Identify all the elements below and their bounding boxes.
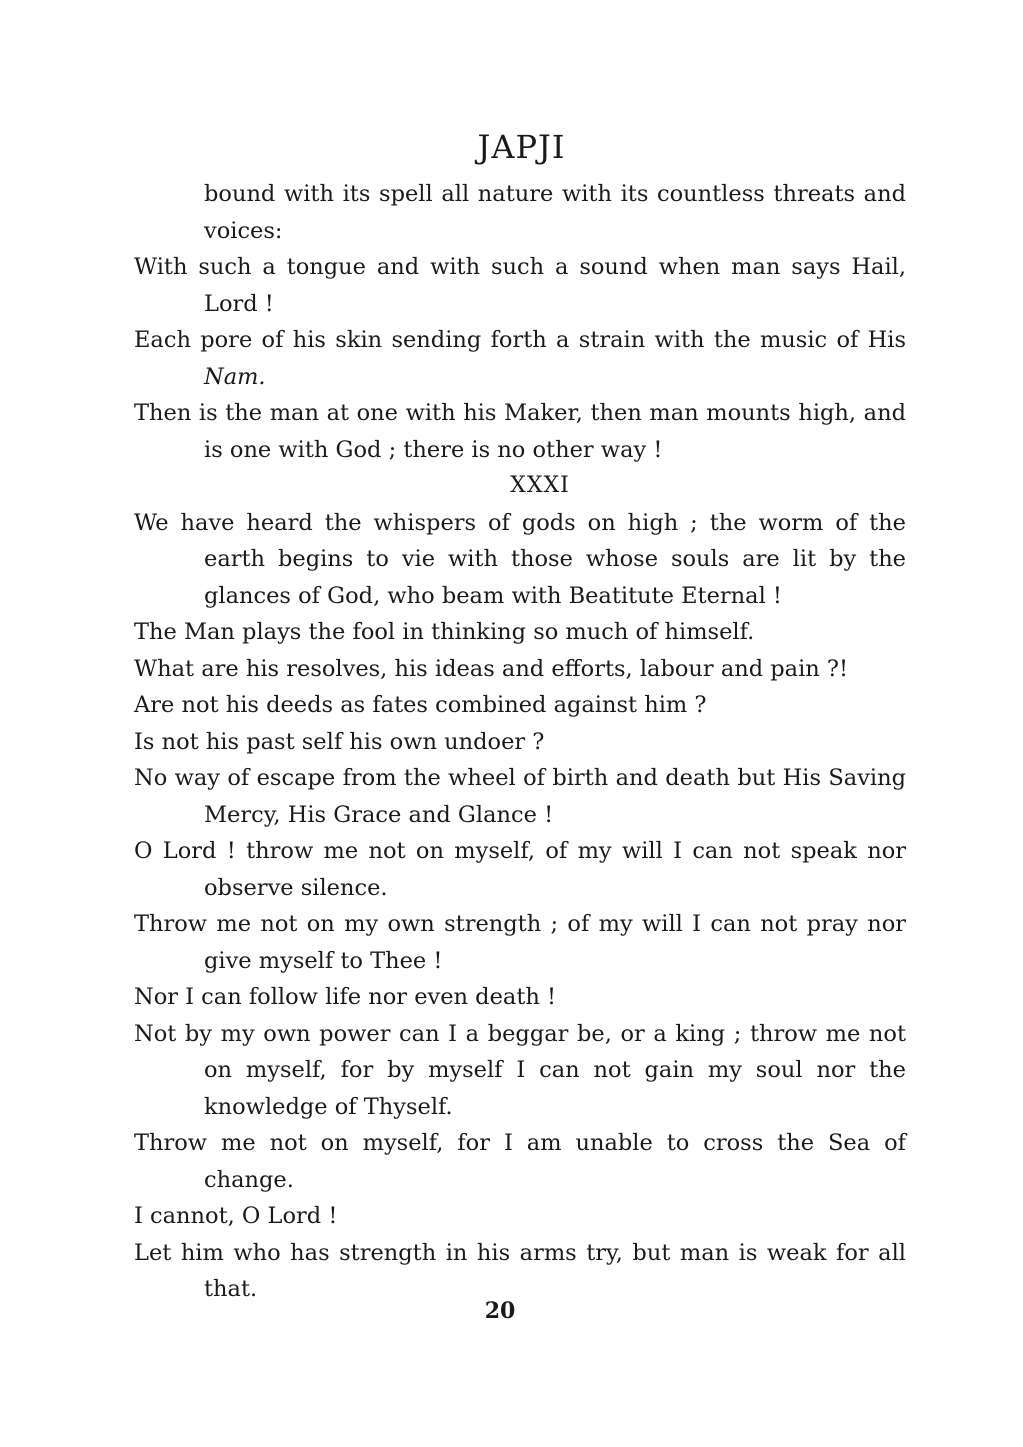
opening-continuation <box>134 176 906 249</box>
section-line: Are not his deeds as fates combined against him ? <box>134 692 707 718</box>
section-heading: XXXI <box>510 473 570 498</box>
section-line: Throw me not on myself, for I am unable to cross the Sea of change. <box>134 1130 906 1193</box>
verse-line: With such a tongue and with such a sound when man says Hail, Lord ! <box>134 254 906 317</box>
section-line: We have heard the whispers of gods on high ; the worm of the earth begins to vie with those whose souls are lit by the glances of God, who beam with Beatitute Eternal ! <box>134 509 906 609</box>
section-line: Not by my own power can I a beggar be, or a king ; throw me not on myself, for by myself I can not gain my soul nor the knowledge of Thyself. <box>134 1020 906 1120</box>
section-line: No way of escape from the wheel of birth and death but His Saving Mercy, His Grace and Glance ! <box>134 765 906 828</box>
section-line: What are his resolves, his ideas and efforts, labour and pain ?! <box>134 655 849 682</box>
section-line: Throw me not on my own strength ; of my will I can not pray nor give myself to Thee ! <box>134 911 906 974</box>
verse-line: Then is the man at one with his Maker, then man mounts high, and is one with God ; there is no other way ! <box>134 400 906 463</box>
section-line: I cannot, O Lord ! <box>134 1203 338 1229</box>
section-line: Let him who has strength in his arms try, but man is weak for all that. <box>134 1239 906 1302</box>
opening-text: bound with its spell all nature with its countless threats and voices: <box>204 181 906 244</box>
section-line: Nor I can follow life nor even death ! <box>134 984 557 1010</box>
page-number: 20 <box>484 1298 516 1324</box>
verse-line: Each pore of his skin sending forth a strain with the music of His Nam. <box>134 327 906 390</box>
section-line: Is not his past self his own undoer ? <box>134 728 545 755</box>
text-block <box>134 176 906 1308</box>
nam-word: Nam. <box>204 363 266 390</box>
section-line: O Lord ! throw me not on myself, of my will I can not speak nor observe silence. <box>134 838 906 901</box>
section-line: The Man plays the fool in thinking so much of himself. <box>134 619 755 645</box>
running-head-title: JAPJI <box>477 128 566 166</box>
